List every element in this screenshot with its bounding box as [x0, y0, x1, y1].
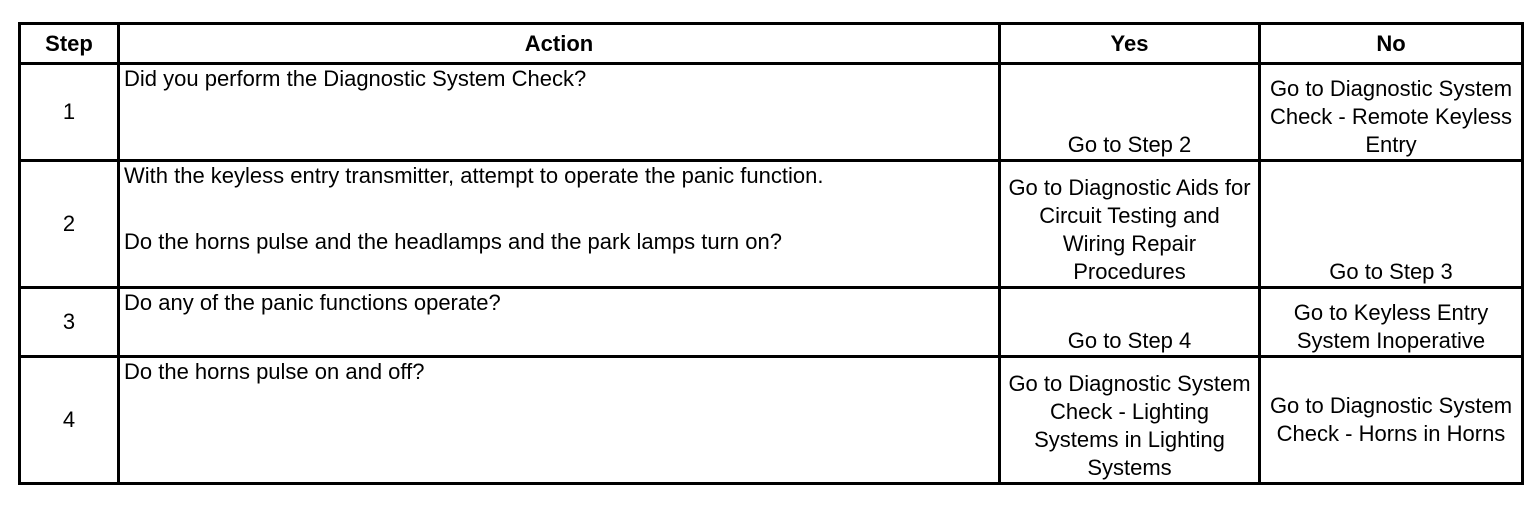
- header-row: [20, 24, 1523, 64]
- step-number: 1: [20, 64, 119, 161]
- action-text: Do any of the panic functions operate?: [124, 290, 501, 315]
- header-step: Step: [20, 24, 119, 64]
- table-row: [20, 64, 1523, 161]
- action-cell: [119, 64, 1000, 161]
- header-no: No: [1260, 24, 1523, 64]
- action-cell: [119, 161, 1000, 288]
- step-number: 4: [20, 357, 119, 484]
- action-text: Did you perform the Diagnostic System Check?: [124, 66, 587, 91]
- yes-cell: Go to Diagnostic System Check - Lighting Systems in Lighting Systems: [1000, 357, 1260, 484]
- yes-cell: Go to Diagnostic Aids for Circuit Testing and Wiring Repair Procedures: [1000, 161, 1260, 288]
- table-row: [20, 161, 1523, 288]
- action-text: Do the horns pulse on and off?: [124, 359, 425, 384]
- action-cell: [119, 288, 1000, 357]
- no-cell: Go to Step 3: [1260, 161, 1523, 288]
- no-cell: Go to Diagnostic System Check - Horns in Horns: [1260, 357, 1523, 484]
- action-question: Do the horns pulse and the headlamps and the park lamps turn on?: [124, 229, 782, 254]
- no-cell: Go to Keyless Entry System Inoperative: [1260, 288, 1523, 357]
- diagnostic-table: [18, 22, 1524, 485]
- step-number: 2: [20, 161, 119, 288]
- table-row: [20, 288, 1523, 357]
- action-text: With the keyless entry transmitter, attempt to operate the panic function.: [124, 163, 824, 188]
- step-number: 3: [20, 288, 119, 357]
- action-cell: [119, 357, 1000, 484]
- no-cell: Go to Diagnostic System Check - Remote Keyless Entry: [1260, 64, 1523, 161]
- header-yes: Yes: [1000, 24, 1260, 64]
- header-action: Action: [119, 24, 1000, 64]
- yes-cell: Go to Step 2: [1000, 64, 1260, 161]
- table-row: [20, 357, 1523, 484]
- yes-cell: Go to Step 4: [1000, 288, 1260, 357]
